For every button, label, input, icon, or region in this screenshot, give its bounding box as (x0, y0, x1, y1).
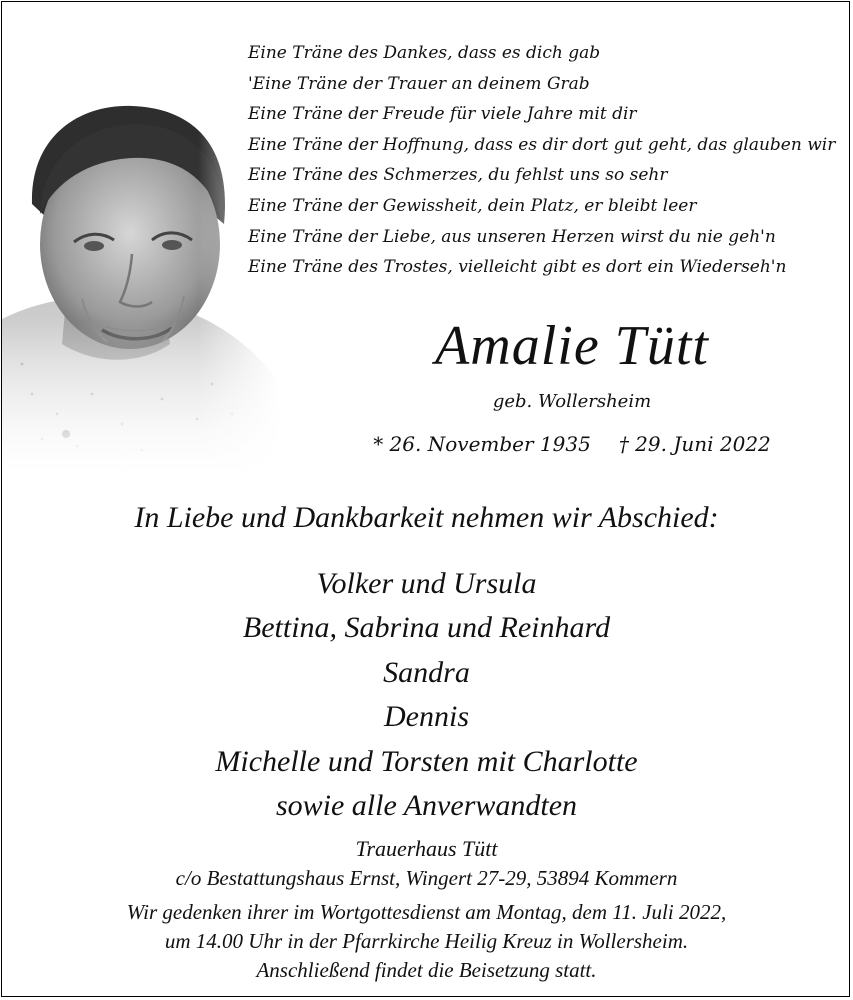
deceased-name: Amalie Tütt (435, 315, 709, 377)
mourner-line: sowie alle Anverwandten (275, 789, 578, 823)
mourner-line: Volker und Ursula (316, 567, 537, 600)
mourner-line: Dennis (384, 700, 469, 734)
poem-line: Eine Träne der Hoffnung, dass es dir dort gut geht, das glauben wir (248, 134, 836, 155)
obituary-notice (1, 1, 850, 997)
birth-date: * 26. November 1935 (373, 432, 591, 456)
service-info (2, 898, 850, 985)
poem-line: Eine Träne der Gewissheit, dein Platz, er bleibt leer (248, 195, 697, 216)
poem (248, 38, 848, 283)
mourning-house: Trauerhaus Tütt (355, 836, 498, 861)
life-dates (292, 428, 850, 460)
service-line: Anschließend findet die Beisetzung statt. (256, 958, 597, 982)
mourner-line: Michelle und Torsten mit Charlotte (215, 744, 638, 778)
contact-address: c/o Bestattungshaus Ernst, Wingert 27-29, 53894 Kommern (175, 866, 678, 890)
poem-line: 'Eine Träne der Trauer an deinem Grab (248, 73, 590, 94)
poem-line: Eine Träne der Liebe, aus unseren Herzen wirst du nie geh'n (248, 226, 776, 247)
death-date: † 29. Juni 2022 (618, 432, 771, 456)
poem-line: Eine Träne des Dankes, dass es dich gab (248, 43, 601, 63)
portrait-photo (2, 94, 282, 474)
poem-line: Eine Träne des Trostes, vielleicht gibt es dort ein Wiederseh'n (248, 257, 787, 278)
birth-name: geb. Wollersheim (492, 391, 652, 412)
service-line: Wir gedenken ihrer im Wortgottesdienst am Montag, dem 11. Juli 2022, (126, 900, 727, 924)
poem-line: Eine Träne der Freude für viele Jahre mit dir (248, 104, 637, 125)
mourner-line: Bettina, Sabrina und Reinhard (242, 611, 611, 645)
poem-line: Eine Träne des Schmerzes, du fehlst uns so sehr (248, 165, 668, 186)
mourner-line: Sandra (383, 655, 470, 689)
mourners-list (2, 562, 850, 828)
farewell-heading: In Liebe und Dankbarkeit nehmen wir Abschied: (134, 501, 719, 534)
service-line: um 14.00 Uhr in der Pfarrkirche Heilig Kreuz in Wollersheim. (164, 929, 689, 953)
